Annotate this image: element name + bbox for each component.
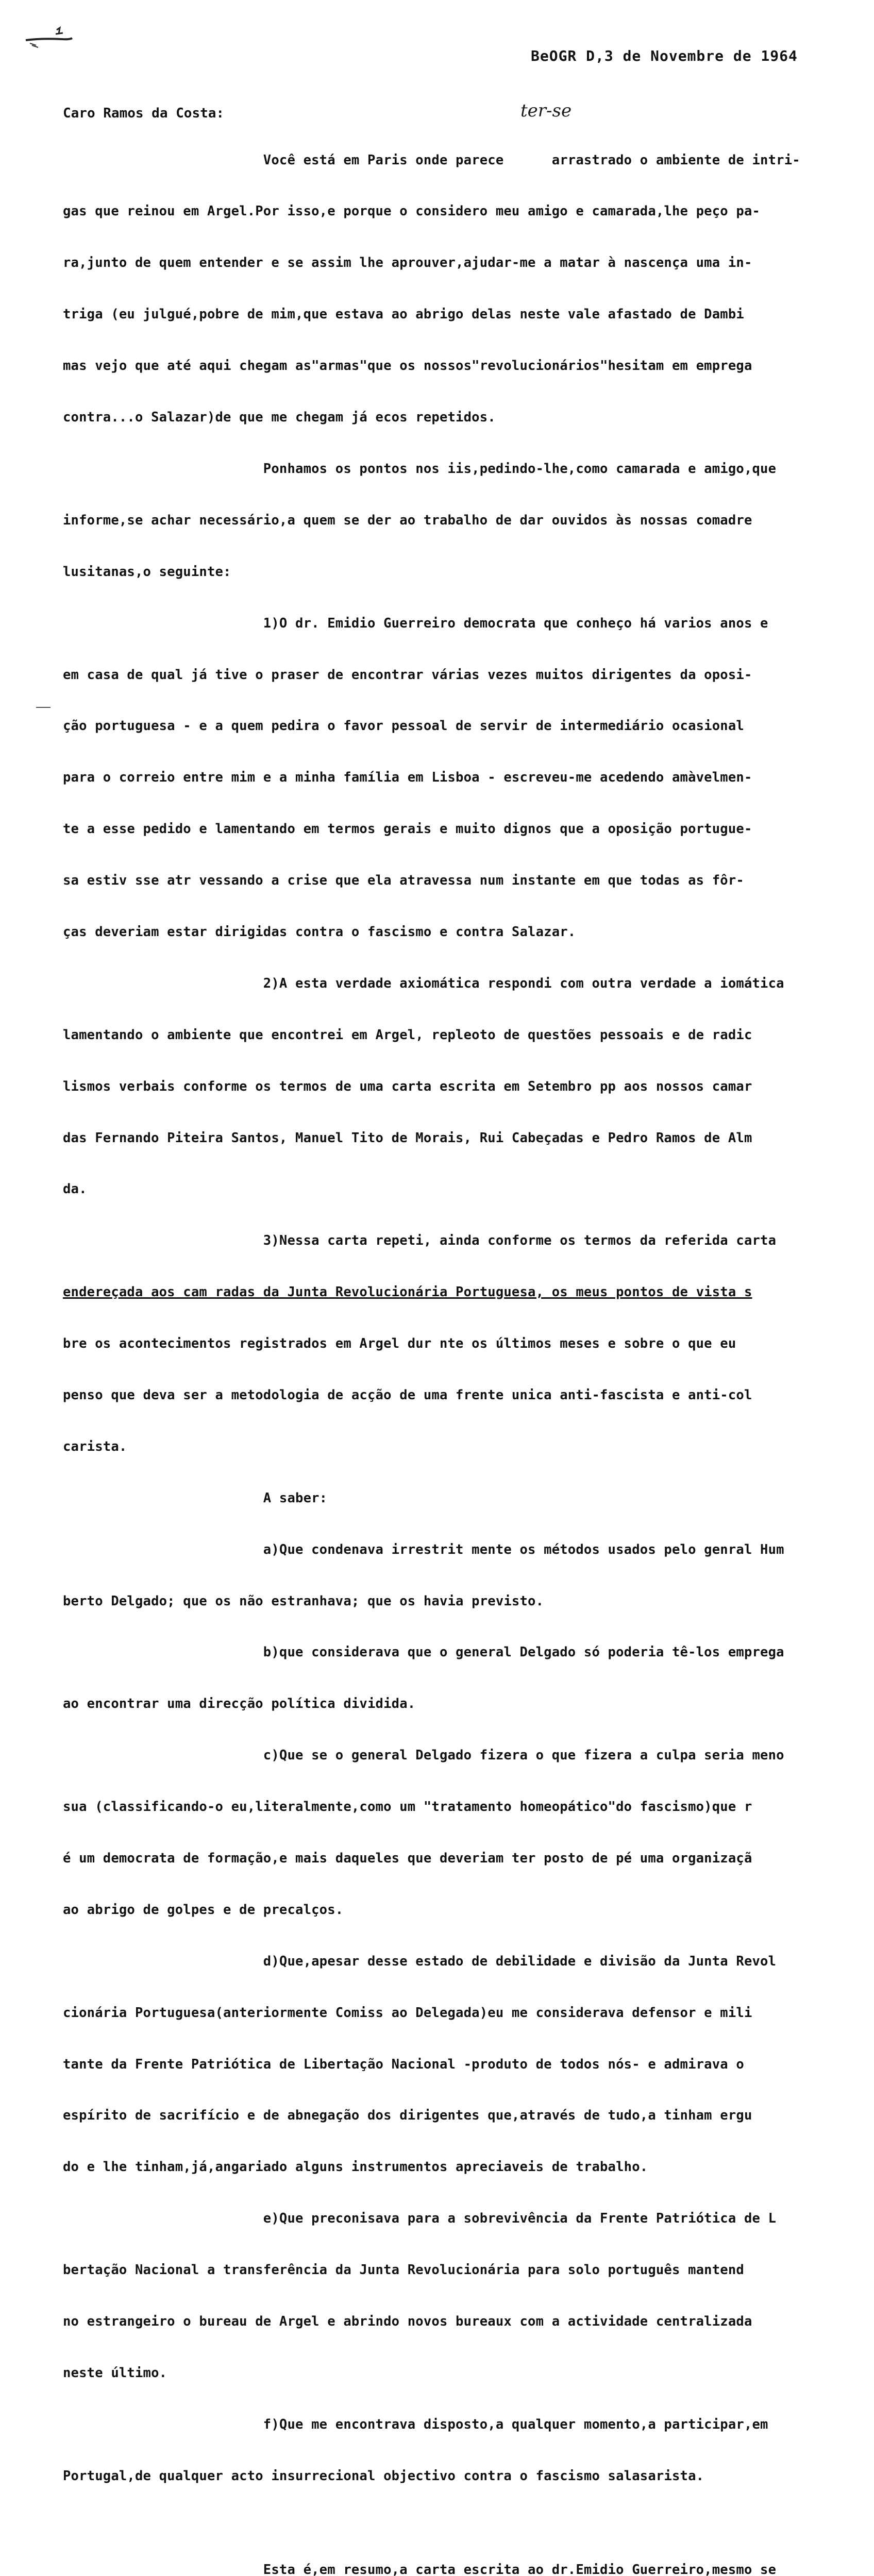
body-line: Você está em Paris onde parece arrastrado o ambiente de intri- xyxy=(63,152,800,168)
body-line: mas vejo que até aqui chegam as"armas"que os nossos"revolucionários"hesitam em emprega xyxy=(63,358,752,374)
body-line: da. xyxy=(63,1181,87,1197)
body-line: A saber: xyxy=(63,1490,328,1506)
body-line: ao abrigo de golpes e de precalços. xyxy=(63,1902,344,1918)
body-line: berto Delgado; que os não estranhava; que os havia previsto. xyxy=(63,1593,544,1609)
body-line: te a esse pedido e lamentando em termos gerais e muito dignos que a oposição portugue- xyxy=(63,821,752,837)
handwritten-note: ter-se xyxy=(520,100,572,121)
body-line: é um democrata de formação,e mais daqueles que deveriam ter posto de pé uma organizaçã xyxy=(63,1850,752,1866)
margin-tick xyxy=(36,707,51,708)
body-line: das Fernando Piteira Santos, Manuel Tito de Morais, Rui Cabeçadas e Pedro Ramos de Alm xyxy=(63,1130,752,1146)
body-line: lamentando o ambiente que encontrei em Argel, repleoto de questões pessoais e de radic xyxy=(63,1027,752,1043)
body-line: bertação Nacional a transferência da Junta Revolucionária para solo português mantend xyxy=(63,2262,744,2278)
body-line: sa estiv sse atr vessando a crise que ela atravessa num instante em que todas as fôr- xyxy=(63,873,744,889)
body-line: f)Que me encontrava disposto,a qualquer momento,a participar,em xyxy=(63,2416,768,2432)
body-line: Portugal,de qualquer acto insurrecional objectivo contra o fascismo salasarista. xyxy=(63,2468,704,2484)
body-line: d)Que,apesar desse estado de debilidade e divisão da Junta Revol xyxy=(63,1953,777,1969)
body-line: ças deveriam estar dirigidas contra o fascismo e contra Salazar. xyxy=(63,924,576,940)
body-line: gas que reinou em Argel.Por isso,e porque o considero meu amigo e camarada,lhe peço pa- xyxy=(63,204,761,219)
body-line: carista. xyxy=(63,1438,127,1454)
letter-body xyxy=(63,117,846,2576)
body-line: no estrangeiro o bureau de Argel e abrindo novos bureaux com a actividade centralizada xyxy=(63,2314,752,2329)
body-line: b)que considerava que o general Delgado só poderia tê-los emprega xyxy=(63,1645,784,1660)
stamp-mark-icon xyxy=(21,27,77,53)
body-line: a)Que condenava irrestrit mente os métodos usados pelo genral Hum xyxy=(63,1541,784,1557)
body-line: bre os acontecimentos registrados em Argel dur nte os últimos meses e sobre o que eu xyxy=(63,1336,736,1352)
body-line: Esta é,em resumo,a carta escrita ao dr.Emidio Guerreiro,mesmo se xyxy=(63,2562,777,2576)
body-line: do e lhe tinham,já,angariado alguns instrumentos apreciaveis de trabalho. xyxy=(63,2159,648,2175)
body-line: 1)O dr. Emidio Guerreiro democrata que conheço há varios anos e xyxy=(63,615,768,631)
body-line: em casa de qual já tive o praser de encontrar várias vezes muitos dirigentes da oposi- xyxy=(63,667,752,683)
body-line: tante da Frente Patriótica de Libertação Nacional -produto de todos nós- e admirava o xyxy=(63,2056,744,2072)
body-line-underlined: endereçada aos cam radas da Junta Revolucionária Portuguesa, os meus pontos de vista s xyxy=(63,1284,752,1300)
greeting: Caro Ramos da Costa: xyxy=(63,106,225,121)
body-line: ra,junto de quem entender e se assim lhe aprouver,ajudar-me a matar à nascença uma in- xyxy=(63,255,752,271)
body-line: contra...o Salazar)de que me chegam já ecos repetidos. xyxy=(63,410,496,426)
body-line: Ponhamos os pontos nos iis,pedindo-lhe,como camarada e amigo,que xyxy=(63,461,777,477)
body-line: 2)A esta verdade axiomática respondi com outra verdade a iomática xyxy=(63,975,784,991)
body-line: cionária Portuguesa(anteriormente Comiss ao Delegada)eu me considerava defensor e mili xyxy=(63,2005,752,2021)
body-line: ção portuguesa - e a quem pedira o favor pessoal de servir de intermediário ocasional xyxy=(63,718,744,734)
body-line: 3)Nessa carta repeti, ainda conforme os termos da referida carta xyxy=(63,1233,777,1249)
body-line: para o correio entre mim e a minha família em Lisboa - escreveu-me acedendo amàvelmen- xyxy=(63,770,752,786)
body-line: penso que deva ser a metodologia de acção de uma frente unica anti-fascista e anti-col xyxy=(63,1387,752,1403)
body-line: ao encontrar uma direcção política dividida. xyxy=(63,1696,416,1712)
body-line: neste último. xyxy=(63,2365,167,2381)
body-line: c)Que se o general Delgado fizera o que fizera a culpa seria meno xyxy=(63,1748,784,1764)
body-line: espírito de sacrifício e de abnegação dos dirigentes que,através de tudo,a tinham ergu xyxy=(63,2108,752,2124)
body-line: e)Que preconisava para a sobrevivência da Frente Patriótica de L xyxy=(63,2211,777,2227)
body-line: triga (eu julgué,pobre de mim,que estava ao abrigo delas neste vale afastado de Dambi xyxy=(63,307,744,323)
body-line: lismos verbais conforme os termos de uma carta escrita em Setembro pp aos nossos camar xyxy=(63,1078,752,1094)
body-line: informe,se achar necessário,a quem se der ao trabalho de dar ouvidos às nossas comadre xyxy=(63,512,752,528)
body-line: sua (classificando-o eu,literalmente,como um "tratamento homeopático"do fascismo)que r xyxy=(63,1799,752,1815)
paragraph-gap xyxy=(63,2519,846,2528)
body-line: lusitanas,o seguinte: xyxy=(63,564,231,580)
dateline: BeOGR D,3 de Novembre de 1964 xyxy=(531,47,798,64)
